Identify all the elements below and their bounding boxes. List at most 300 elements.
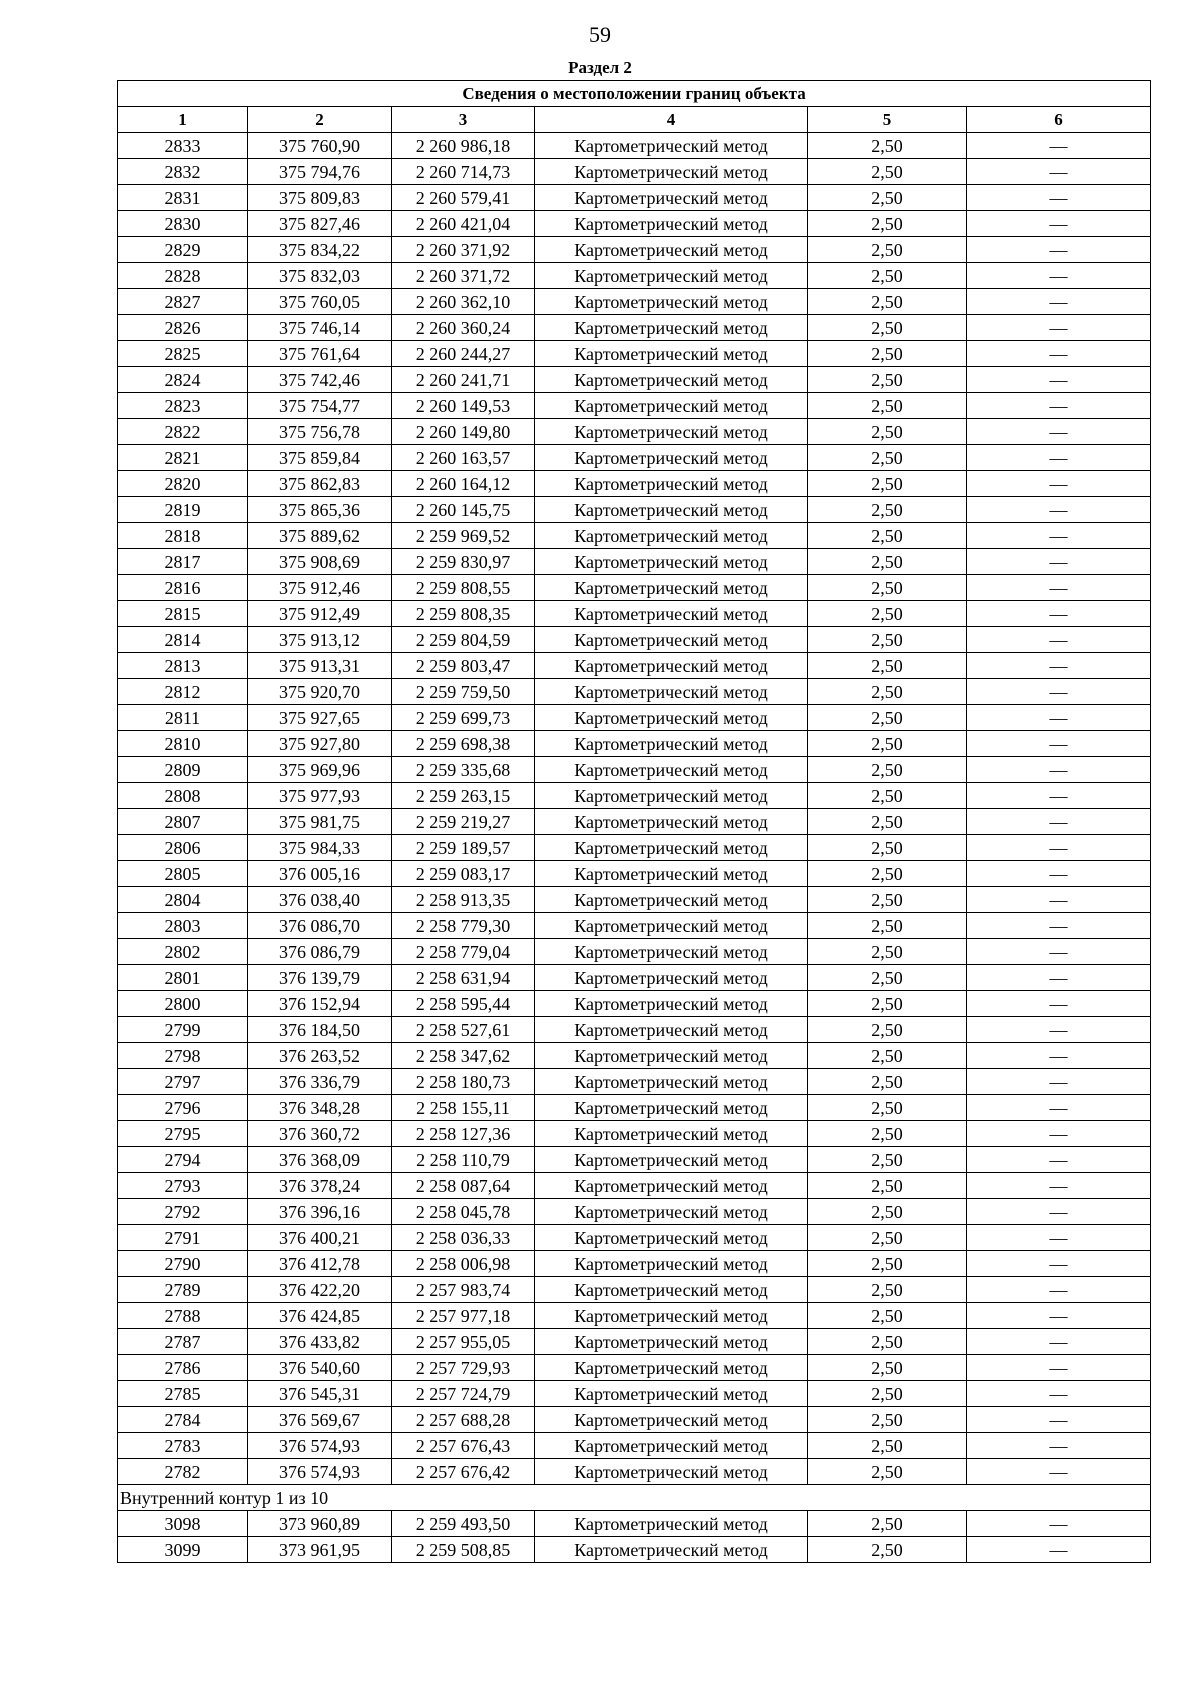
table-row — [118, 471, 1151, 497]
method-cell: Картометрический метод — [535, 1277, 808, 1303]
accuracy-cell: 2,50 — [808, 861, 967, 887]
table-row — [118, 289, 1151, 315]
method-cell: Картометрический метод — [535, 1381, 808, 1407]
point-number-cell: 2831 — [118, 185, 248, 211]
method-cell: Картометрический метод — [535, 159, 808, 185]
y-coordinate-cell: 2 259 219,27 — [392, 809, 535, 835]
point-number-cell: 2790 — [118, 1251, 248, 1277]
method-cell: Картометрический метод — [535, 1537, 808, 1563]
y-coordinate-cell: 2 257 688,28 — [392, 1407, 535, 1433]
table-row — [118, 575, 1151, 601]
point-number-cell: 2815 — [118, 601, 248, 627]
accuracy-cell: 2,50 — [808, 549, 967, 575]
description-cell: — — [967, 133, 1151, 159]
accuracy-cell: 2,50 — [808, 965, 967, 991]
description-cell: — — [967, 913, 1151, 939]
accuracy-cell: 2,50 — [808, 1173, 967, 1199]
accuracy-cell: 2,50 — [808, 1459, 967, 1485]
y-coordinate-cell: 2 258 779,30 — [392, 913, 535, 939]
x-coordinate-cell: 375 760,90 — [248, 133, 392, 159]
method-cell: Картометрический метод — [535, 1407, 808, 1433]
point-number-cell: 2813 — [118, 653, 248, 679]
description-cell: — — [967, 1407, 1151, 1433]
y-coordinate-cell: 2 258 595,44 — [392, 991, 535, 1017]
x-coordinate-cell: 376 569,67 — [248, 1407, 392, 1433]
description-cell: — — [967, 419, 1151, 445]
accuracy-cell: 2,50 — [808, 627, 967, 653]
table-row — [118, 341, 1151, 367]
description-cell: — — [967, 939, 1151, 965]
method-cell: Картометрический метод — [535, 1225, 808, 1251]
y-coordinate-cell: 2 260 986,18 — [392, 133, 535, 159]
method-cell: Картометрический метод — [535, 731, 808, 757]
point-number-cell: 2794 — [118, 1147, 248, 1173]
accuracy-cell: 2,50 — [808, 601, 967, 627]
table-row — [118, 1381, 1151, 1407]
y-coordinate-cell: 2 259 698,38 — [392, 731, 535, 757]
y-coordinate-cell: 2 258 127,36 — [392, 1121, 535, 1147]
table-row — [118, 809, 1151, 835]
description-cell: — — [967, 1095, 1151, 1121]
method-cell: Картометрический метод — [535, 601, 808, 627]
table-row — [118, 913, 1151, 939]
y-coordinate-cell: 2 260 371,72 — [392, 263, 535, 289]
table-row — [118, 1329, 1151, 1355]
accuracy-cell: 2,50 — [808, 471, 967, 497]
y-coordinate-cell: 2 257 977,18 — [392, 1303, 535, 1329]
point-number-cell: 2807 — [118, 809, 248, 835]
y-coordinate-cell: 2 259 969,52 — [392, 523, 535, 549]
table-row — [118, 783, 1151, 809]
description-cell: — — [967, 159, 1151, 185]
point-number-cell: 2830 — [118, 211, 248, 237]
x-coordinate-cell: 376 360,72 — [248, 1121, 392, 1147]
point-number-cell: 2783 — [118, 1433, 248, 1459]
point-number-cell: 2802 — [118, 939, 248, 965]
description-cell: — — [967, 991, 1151, 1017]
accuracy-cell: 2,50 — [808, 757, 967, 783]
y-coordinate-cell: 2 259 508,85 — [392, 1537, 535, 1563]
point-number-cell: 2805 — [118, 861, 248, 887]
x-coordinate-cell: 375 827,46 — [248, 211, 392, 237]
description-cell: — — [967, 393, 1151, 419]
table-row — [118, 991, 1151, 1017]
table-row — [118, 1095, 1151, 1121]
table-row — [118, 367, 1151, 393]
y-coordinate-cell: 2 258 913,35 — [392, 887, 535, 913]
x-coordinate-cell: 376 184,50 — [248, 1017, 392, 1043]
y-coordinate-cell: 2 259 699,73 — [392, 705, 535, 731]
method-cell: Картометрический метод — [535, 913, 808, 939]
description-cell: — — [967, 1199, 1151, 1225]
description-cell: — — [967, 549, 1151, 575]
table-row — [118, 731, 1151, 757]
column-header: 3 — [392, 107, 535, 133]
accuracy-cell: 2,50 — [808, 653, 967, 679]
table-row — [118, 1433, 1151, 1459]
accuracy-cell: 2,50 — [808, 1069, 967, 1095]
accuracy-cell: 2,50 — [808, 419, 967, 445]
method-cell: Картометрический метод — [535, 1147, 808, 1173]
method-cell: Картометрический метод — [535, 939, 808, 965]
y-coordinate-cell: 2 258 087,64 — [392, 1173, 535, 1199]
y-coordinate-cell: 2 260 244,27 — [392, 341, 535, 367]
method-cell: Картометрический метод — [535, 1303, 808, 1329]
description-cell: — — [967, 367, 1151, 393]
y-coordinate-cell: 2 258 006,98 — [392, 1251, 535, 1277]
y-coordinate-cell: 2 257 724,79 — [392, 1381, 535, 1407]
point-number-cell: 2791 — [118, 1225, 248, 1251]
method-cell: Картометрический метод — [535, 1017, 808, 1043]
x-coordinate-cell: 375 862,83 — [248, 471, 392, 497]
y-coordinate-cell: 2 259 083,17 — [392, 861, 535, 887]
table-row — [118, 237, 1151, 263]
y-coordinate-cell: 2 258 036,33 — [392, 1225, 535, 1251]
y-coordinate-cell: 2 258 155,11 — [392, 1095, 535, 1121]
description-cell: — — [967, 185, 1151, 211]
y-coordinate-cell: 2 259 808,35 — [392, 601, 535, 627]
accuracy-cell: 2,50 — [808, 1433, 967, 1459]
point-number-cell: 2823 — [118, 393, 248, 419]
x-coordinate-cell: 375 832,03 — [248, 263, 392, 289]
y-coordinate-cell: 2 260 164,12 — [392, 471, 535, 497]
method-cell: Картометрический метод — [535, 1121, 808, 1147]
method-cell: Картометрический метод — [535, 705, 808, 731]
y-coordinate-cell: 2 259 803,47 — [392, 653, 535, 679]
method-cell: Картометрический метод — [535, 653, 808, 679]
x-coordinate-cell: 376 336,79 — [248, 1069, 392, 1095]
table-row — [118, 1199, 1151, 1225]
description-cell: — — [967, 523, 1151, 549]
description-cell: — — [967, 237, 1151, 263]
x-coordinate-cell: 375 761,64 — [248, 341, 392, 367]
accuracy-cell: 2,50 — [808, 1329, 967, 1355]
table-row — [118, 1225, 1151, 1251]
y-coordinate-cell: 2 258 110,79 — [392, 1147, 535, 1173]
table-row — [118, 757, 1151, 783]
point-number-cell: 2798 — [118, 1043, 248, 1069]
x-coordinate-cell: 375 969,96 — [248, 757, 392, 783]
point-number-cell: 2832 — [118, 159, 248, 185]
y-coordinate-cell: 2 257 983,74 — [392, 1277, 535, 1303]
point-number-cell: 2820 — [118, 471, 248, 497]
column-header: 2 — [248, 107, 392, 133]
description-cell: — — [967, 835, 1151, 861]
method-cell: Картометрический метод — [535, 783, 808, 809]
method-cell: Картометрический метод — [535, 133, 808, 159]
point-number-cell: 2809 — [118, 757, 248, 783]
point-number-cell: 2817 — [118, 549, 248, 575]
y-coordinate-cell: 2 260 241,71 — [392, 367, 535, 393]
description-cell: — — [967, 471, 1151, 497]
method-cell: Картометрический метод — [535, 1043, 808, 1069]
y-coordinate-cell: 2 260 149,80 — [392, 419, 535, 445]
x-coordinate-cell: 376 378,24 — [248, 1173, 392, 1199]
x-coordinate-cell: 375 889,62 — [248, 523, 392, 549]
point-number-cell: 2828 — [118, 263, 248, 289]
description-cell: — — [967, 1147, 1151, 1173]
method-cell: Картометрический метод — [535, 263, 808, 289]
point-number-cell: 2789 — [118, 1277, 248, 1303]
table-row — [118, 1303, 1151, 1329]
x-coordinate-cell: 375 756,78 — [248, 419, 392, 445]
point-number-cell: 2799 — [118, 1017, 248, 1043]
point-number-cell: 2822 — [118, 419, 248, 445]
description-cell: — — [967, 1173, 1151, 1199]
table-row — [118, 939, 1151, 965]
column-header: 6 — [967, 107, 1151, 133]
x-coordinate-cell: 376 086,70 — [248, 913, 392, 939]
method-cell: Картометрический метод — [535, 471, 808, 497]
x-coordinate-cell: 376 152,94 — [248, 991, 392, 1017]
table-row — [118, 419, 1151, 445]
table-row — [118, 1251, 1151, 1277]
method-cell: Картометрический метод — [535, 367, 808, 393]
x-coordinate-cell: 376 545,31 — [248, 1381, 392, 1407]
y-coordinate-cell: 2 260 145,75 — [392, 497, 535, 523]
x-coordinate-cell: 375 865,36 — [248, 497, 392, 523]
y-coordinate-cell: 2 259 808,55 — [392, 575, 535, 601]
point-number-cell: 2788 — [118, 1303, 248, 1329]
accuracy-cell: 2,50 — [808, 575, 967, 601]
accuracy-cell: 2,50 — [808, 835, 967, 861]
y-coordinate-cell: 2 257 955,05 — [392, 1329, 535, 1355]
accuracy-cell: 2,50 — [808, 809, 967, 835]
x-coordinate-cell: 375 981,75 — [248, 809, 392, 835]
x-coordinate-cell: 375 920,70 — [248, 679, 392, 705]
point-number-cell: 2803 — [118, 913, 248, 939]
x-coordinate-cell: 375 908,69 — [248, 549, 392, 575]
accuracy-cell: 2,50 — [808, 497, 967, 523]
description-cell: — — [967, 211, 1151, 237]
accuracy-cell: 2,50 — [808, 445, 967, 471]
point-number-cell: 2782 — [118, 1459, 248, 1485]
point-number-cell: 3099 — [118, 1537, 248, 1563]
point-number-cell: 2804 — [118, 887, 248, 913]
method-cell: Картометрический метод — [535, 237, 808, 263]
y-coordinate-cell: 2 258 347,62 — [392, 1043, 535, 1069]
x-coordinate-cell: 375 834,22 — [248, 237, 392, 263]
accuracy-cell: 2,50 — [808, 705, 967, 731]
accuracy-cell: 2,50 — [808, 1147, 967, 1173]
accuracy-cell: 2,50 — [808, 1251, 967, 1277]
table-row — [118, 1147, 1151, 1173]
x-coordinate-cell: 376 396,16 — [248, 1199, 392, 1225]
point-number-cell: 2786 — [118, 1355, 248, 1381]
x-coordinate-cell: 375 746,14 — [248, 315, 392, 341]
description-cell: — — [967, 1537, 1151, 1563]
point-number-cell: 2821 — [118, 445, 248, 471]
table-row — [118, 1017, 1151, 1043]
point-number-cell: 2825 — [118, 341, 248, 367]
contour-label: Внутренний контур 1 из 10 — [118, 1485, 1151, 1511]
x-coordinate-cell: 376 412,78 — [248, 1251, 392, 1277]
description-cell: — — [967, 1329, 1151, 1355]
point-number-cell: 2787 — [118, 1329, 248, 1355]
description-cell: — — [967, 1381, 1151, 1407]
accuracy-cell: 2,50 — [808, 783, 967, 809]
method-cell: Картометрический метод — [535, 1329, 808, 1355]
point-number-cell: 2812 — [118, 679, 248, 705]
point-number-cell: 2819 — [118, 497, 248, 523]
x-coordinate-cell: 375 927,65 — [248, 705, 392, 731]
description-cell: — — [967, 601, 1151, 627]
y-coordinate-cell: 2 258 527,61 — [392, 1017, 535, 1043]
point-number-cell: 2792 — [118, 1199, 248, 1225]
point-number-cell: 2816 — [118, 575, 248, 601]
description-cell: — — [967, 341, 1151, 367]
y-coordinate-cell: 2 260 362,10 — [392, 289, 535, 315]
description-cell: — — [967, 965, 1151, 991]
description-cell: — — [967, 1017, 1151, 1043]
table-body — [118, 133, 1151, 1563]
method-cell: Картометрический метод — [535, 861, 808, 887]
method-cell: Картометрический метод — [535, 1069, 808, 1095]
contour-label-row — [118, 1485, 1151, 1511]
method-cell: Картометрический метод — [535, 1251, 808, 1277]
x-coordinate-cell: 375 913,31 — [248, 653, 392, 679]
point-number-cell: 2795 — [118, 1121, 248, 1147]
description-cell: — — [967, 757, 1151, 783]
table-row — [118, 835, 1151, 861]
description-cell: — — [967, 887, 1151, 913]
table-row — [118, 497, 1151, 523]
method-cell: Картометрический метод — [535, 627, 808, 653]
y-coordinate-cell: 2 259 189,57 — [392, 835, 535, 861]
accuracy-cell: 2,50 — [808, 991, 967, 1017]
method-cell: Картометрический метод — [535, 419, 808, 445]
description-cell: — — [967, 1069, 1151, 1095]
point-number-cell: 2826 — [118, 315, 248, 341]
method-cell: Картометрический метод — [535, 1459, 808, 1485]
method-cell: Картометрический метод — [535, 809, 808, 835]
description-cell: — — [967, 783, 1151, 809]
x-coordinate-cell: 375 794,76 — [248, 159, 392, 185]
accuracy-cell: 2,50 — [808, 1121, 967, 1147]
description-cell: — — [967, 1433, 1151, 1459]
method-cell: Картометрический метод — [535, 289, 808, 315]
description-cell: — — [967, 289, 1151, 315]
accuracy-cell: 2,50 — [808, 913, 967, 939]
x-coordinate-cell: 376 005,16 — [248, 861, 392, 887]
description-cell: — — [967, 679, 1151, 705]
x-coordinate-cell: 375 913,12 — [248, 627, 392, 653]
x-coordinate-cell: 375 912,49 — [248, 601, 392, 627]
point-number-cell: 2785 — [118, 1381, 248, 1407]
y-coordinate-cell: 2 257 676,43 — [392, 1433, 535, 1459]
page-number: 59 — [589, 22, 611, 47]
column-number-row — [118, 107, 1151, 133]
table-row — [118, 653, 1151, 679]
x-coordinate-cell: 376 086,79 — [248, 939, 392, 965]
point-number-cell: 2801 — [118, 965, 248, 991]
y-coordinate-cell: 2 257 676,42 — [392, 1459, 535, 1485]
table-row — [118, 1043, 1151, 1069]
accuracy-cell: 2,50 — [808, 211, 967, 237]
accuracy-cell: 2,50 — [808, 523, 967, 549]
method-cell: Картометрический метод — [535, 1173, 808, 1199]
x-coordinate-cell: 376 038,40 — [248, 887, 392, 913]
y-coordinate-cell: 2 260 149,53 — [392, 393, 535, 419]
y-coordinate-cell: 2 258 631,94 — [392, 965, 535, 991]
point-number-cell: 2796 — [118, 1095, 248, 1121]
accuracy-cell: 2,50 — [808, 731, 967, 757]
x-coordinate-cell: 375 754,77 — [248, 393, 392, 419]
method-cell: Картометрический метод — [535, 575, 808, 601]
table-caption-row — [118, 81, 1151, 107]
accuracy-cell: 2,50 — [808, 1303, 967, 1329]
x-coordinate-cell: 376 540,60 — [248, 1355, 392, 1381]
accuracy-cell: 2,50 — [808, 393, 967, 419]
accuracy-cell: 2,50 — [808, 1277, 967, 1303]
method-cell: Картометрический метод — [535, 965, 808, 991]
x-coordinate-cell: 373 960,89 — [248, 1511, 392, 1537]
point-number-cell: 2800 — [118, 991, 248, 1017]
column-header: 5 — [808, 107, 967, 133]
x-coordinate-cell: 375 977,93 — [248, 783, 392, 809]
description-cell: — — [967, 263, 1151, 289]
method-cell: Картометрический метод — [535, 393, 808, 419]
table-row — [118, 679, 1151, 705]
accuracy-cell: 2,50 — [808, 159, 967, 185]
point-number-cell: 2810 — [118, 731, 248, 757]
x-coordinate-cell: 373 961,95 — [248, 1537, 392, 1563]
table-row — [118, 211, 1151, 237]
y-coordinate-cell: 2 259 830,97 — [392, 549, 535, 575]
method-cell: Картометрический метод — [535, 1511, 808, 1537]
table-row — [118, 263, 1151, 289]
table-row — [118, 1537, 1151, 1563]
x-coordinate-cell: 376 422,20 — [248, 1277, 392, 1303]
x-coordinate-cell: 376 139,79 — [248, 965, 392, 991]
accuracy-cell: 2,50 — [808, 263, 967, 289]
accuracy-cell: 2,50 — [808, 185, 967, 211]
method-cell: Картометрический метод — [535, 679, 808, 705]
y-coordinate-cell: 2 258 779,04 — [392, 939, 535, 965]
description-cell: — — [967, 1251, 1151, 1277]
table-row — [118, 887, 1151, 913]
table-row — [118, 1407, 1151, 1433]
y-coordinate-cell: 2 260 360,24 — [392, 315, 535, 341]
table-row — [118, 185, 1151, 211]
x-coordinate-cell: 376 348,28 — [248, 1095, 392, 1121]
description-cell: — — [967, 315, 1151, 341]
accuracy-cell: 2,50 — [808, 237, 967, 263]
method-cell: Картометрический метод — [535, 757, 808, 783]
accuracy-cell: 2,50 — [808, 1017, 967, 1043]
method-cell: Картометрический метод — [535, 341, 808, 367]
y-coordinate-cell: 2 260 163,57 — [392, 445, 535, 471]
x-coordinate-cell: 376 574,93 — [248, 1459, 392, 1485]
description-cell: — — [967, 575, 1151, 601]
x-coordinate-cell: 375 927,80 — [248, 731, 392, 757]
description-cell: — — [967, 1225, 1151, 1251]
method-cell: Картометрический метод — [535, 1355, 808, 1381]
table-row — [118, 1511, 1151, 1537]
description-cell: — — [967, 497, 1151, 523]
description-cell: — — [967, 809, 1151, 835]
y-coordinate-cell: 2 258 045,78 — [392, 1199, 535, 1225]
y-coordinate-cell: 2 259 493,50 — [392, 1511, 535, 1537]
accuracy-cell: 2,50 — [808, 315, 967, 341]
accuracy-cell: 2,50 — [808, 1537, 967, 1563]
table-row — [118, 445, 1151, 471]
method-cell: Картометрический метод — [535, 1199, 808, 1225]
description-cell: — — [967, 1355, 1151, 1381]
section-title: Раздел 2 — [568, 58, 632, 77]
column-header: 4 — [535, 107, 808, 133]
point-number-cell: 2827 — [118, 289, 248, 315]
